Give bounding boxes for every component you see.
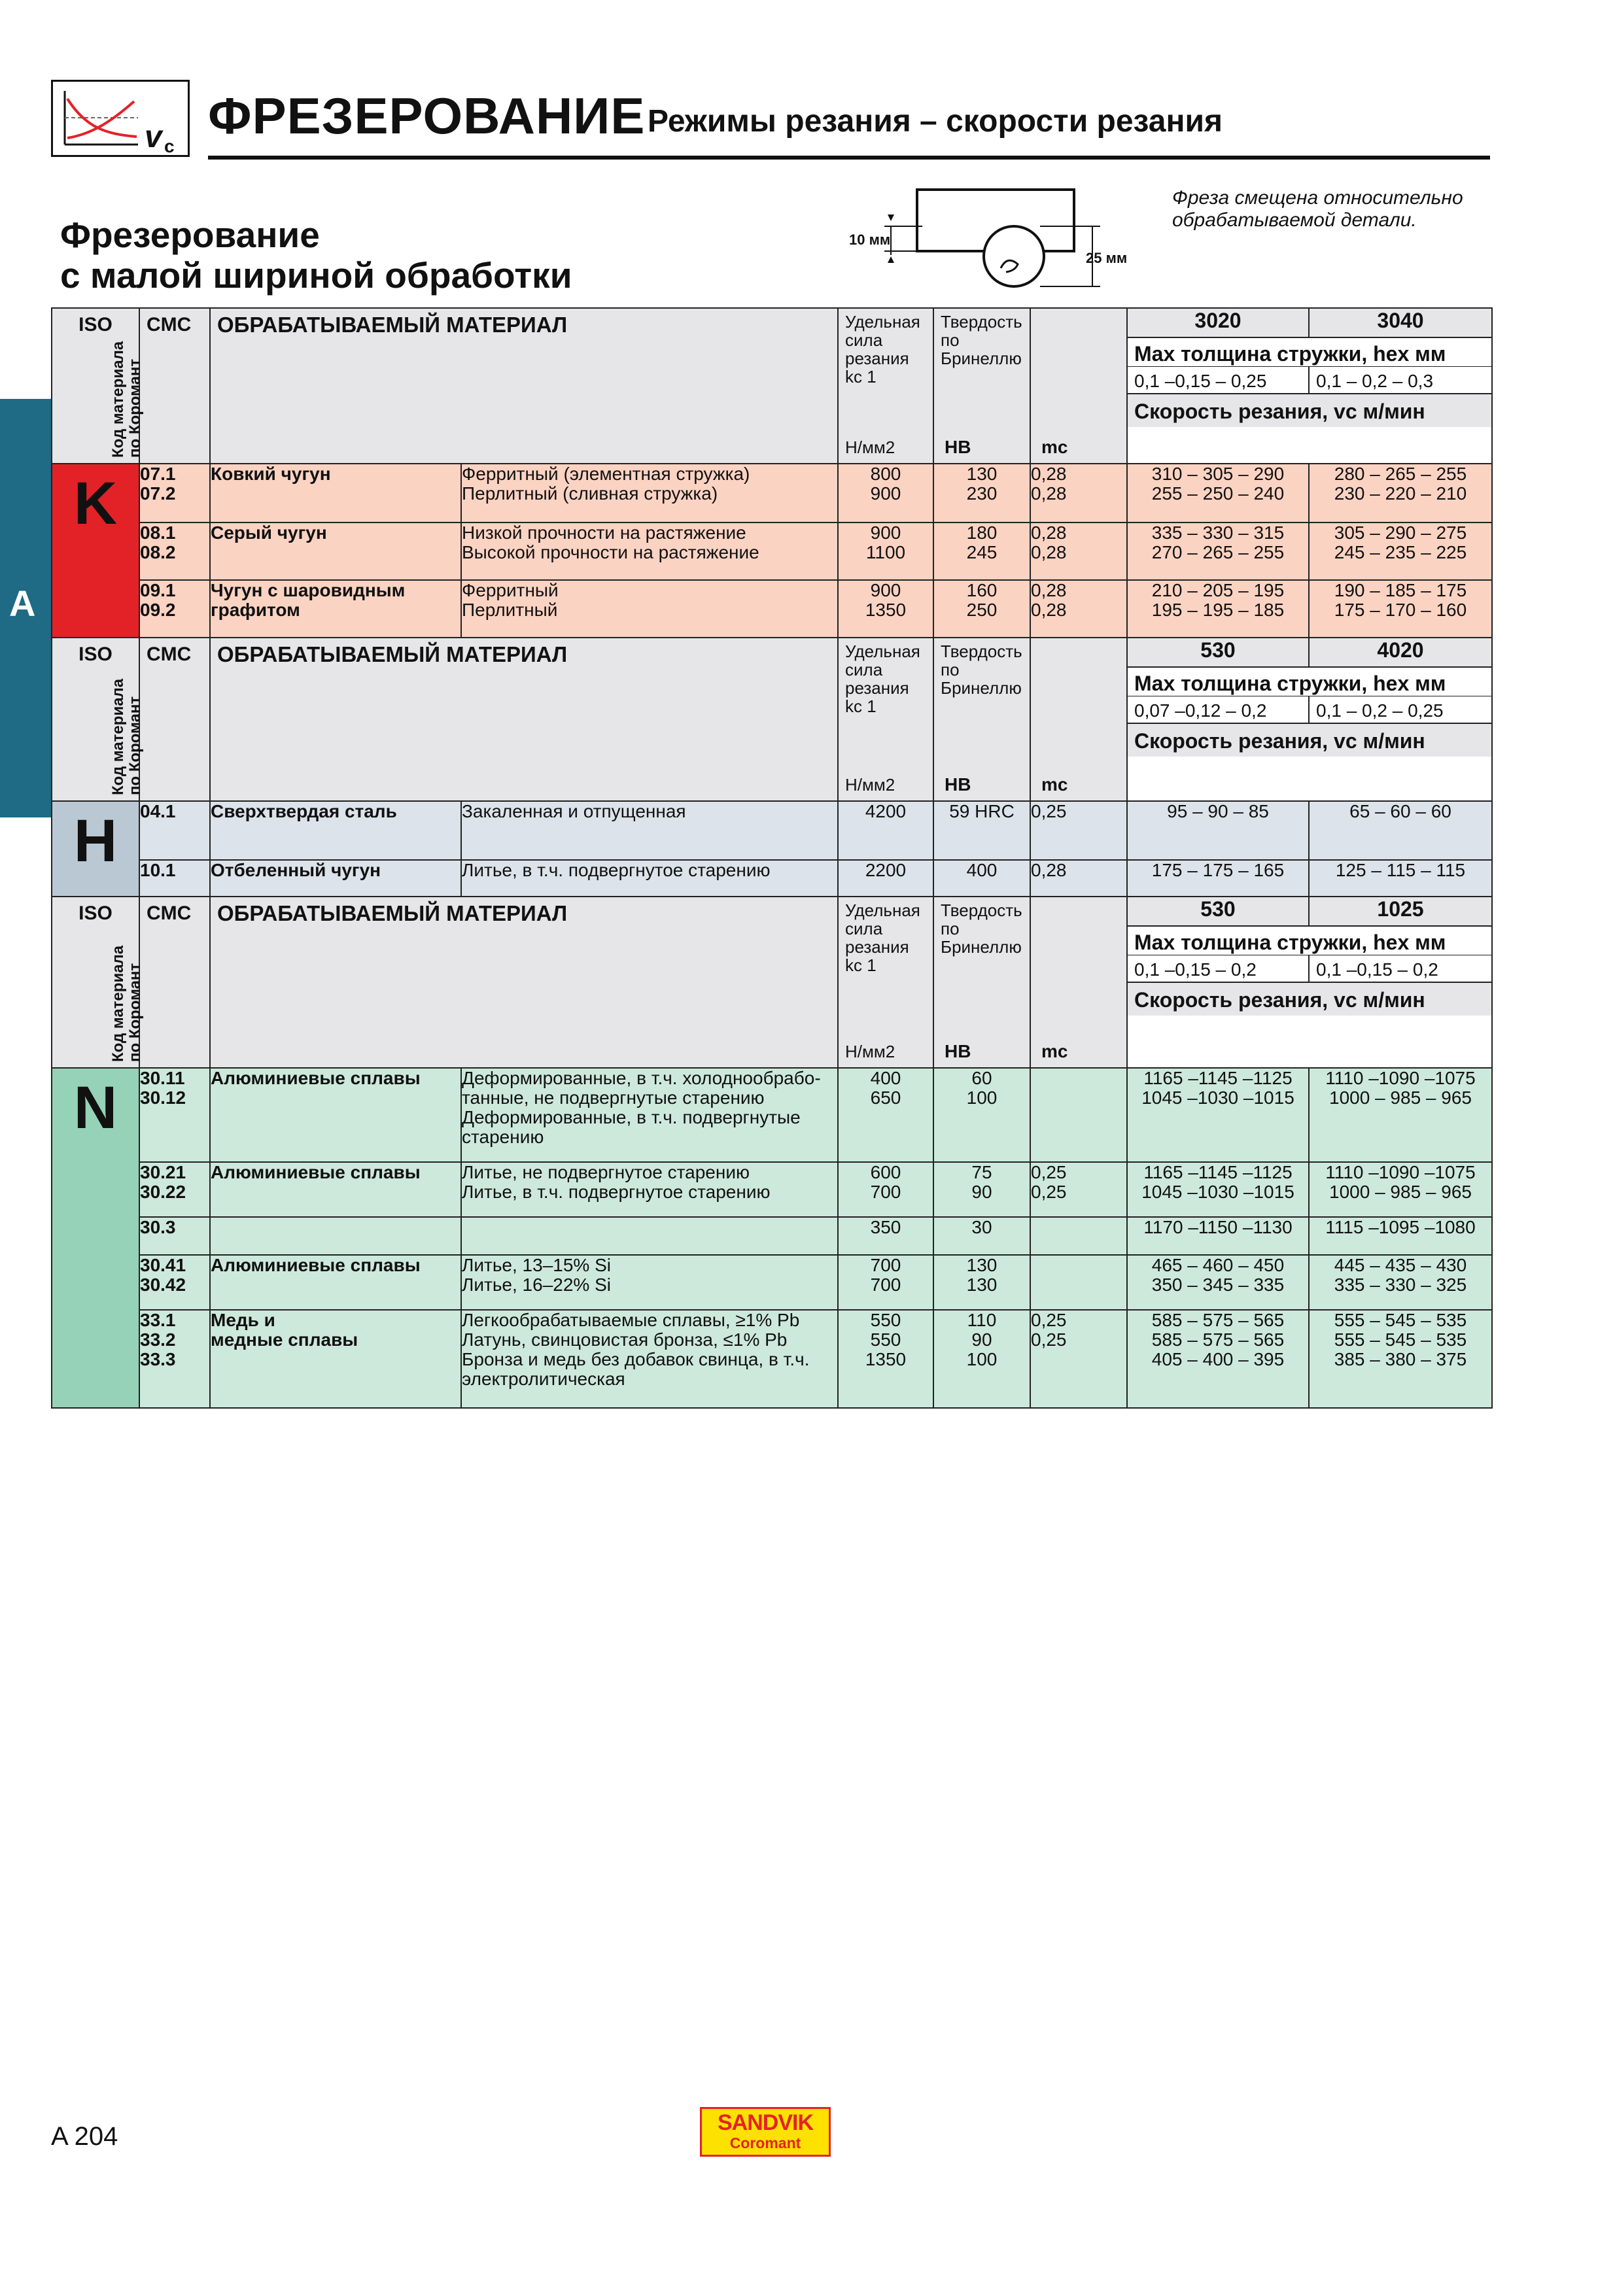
speed-cell: 95 – 90 – 85 bbox=[1127, 801, 1309, 860]
hb-unit: HB bbox=[945, 774, 971, 795]
cmc-code-cell: 33.1 33.2 33.3 bbox=[139, 1310, 210, 1408]
kc-header: Удельная сила резания kc 1 bbox=[845, 642, 920, 716]
speed-label: Скорость резания, vc м/мин bbox=[1128, 724, 1491, 757]
hb-cell: 130 230 bbox=[933, 464, 1030, 523]
speed-cell: 335 – 330 – 315 270 – 265 – 255 bbox=[1127, 523, 1309, 580]
material-desc-cell: Ферритный Перлитный bbox=[461, 580, 838, 638]
mc-cell bbox=[1030, 1255, 1127, 1310]
iso-group-letter: H bbox=[73, 808, 118, 874]
speed-cell: 445 – 435 – 430 335 – 330 – 325 bbox=[1309, 1255, 1492, 1310]
speed-cell: 465 – 460 – 450 350 – 345 – 335 bbox=[1127, 1255, 1309, 1310]
mc-cell bbox=[1030, 1068, 1127, 1162]
material-desc-cell: Деформированные, в т.ч. холоднообрабо- танные, не подвергнутые старению Деформированные, в т.ч. подвергнутые старению bbox=[461, 1068, 838, 1162]
material-desc-cell: Ферритный (элементная стружка) Перлитный (сливная стружка) bbox=[461, 464, 838, 523]
iso-group-letter: N bbox=[73, 1074, 118, 1141]
hb-cell: 30 bbox=[933, 1217, 1030, 1255]
mc-cell: 0,25 bbox=[1030, 801, 1127, 860]
table-row bbox=[52, 1162, 1492, 1217]
cmc-code-cell: 30.41 30.42 bbox=[139, 1255, 210, 1310]
grade-label: 530 bbox=[1128, 638, 1310, 666]
kc-cell: 400 650 bbox=[838, 1068, 933, 1162]
hb-cell: 110 90 100 bbox=[933, 1310, 1030, 1408]
kc-cell: 600 700 bbox=[838, 1162, 933, 1217]
speed-label: Скорость резания, vc м/мин bbox=[1128, 983, 1491, 1016]
speed-label: Скорость резания, vc м/мин bbox=[1128, 394, 1491, 427]
chip-thickness-label: Max толщина стружки, hex мм bbox=[1128, 927, 1491, 955]
cmc-header: CMC bbox=[147, 902, 192, 924]
speed-cell: 1165 –1145 –1125 1045 –1030 –1015 bbox=[1127, 1162, 1309, 1217]
cmc-code-cell: 08.1 08.2 bbox=[139, 523, 210, 580]
speed-cell: 175 – 175 – 165 bbox=[1127, 860, 1309, 897]
cmc-code-cell: 30.21 30.22 bbox=[139, 1162, 210, 1217]
table-row bbox=[52, 1068, 1492, 1162]
cutting-speed-table bbox=[51, 307, 1493, 1409]
kc-cell: 350 bbox=[838, 1217, 933, 1255]
cmc-header: CMC bbox=[147, 643, 192, 665]
material-name-cell: Алюминиевые сплавы bbox=[210, 1162, 461, 1217]
speed-cell: 190 – 185 – 175 175 – 170 – 160 bbox=[1309, 580, 1492, 638]
speed-cell: 310 – 305 – 290 255 – 250 – 240 bbox=[1127, 464, 1309, 523]
hb-cell: 130 130 bbox=[933, 1255, 1030, 1310]
table-row bbox=[52, 1217, 1492, 1255]
mc-cell: 0,25 0,25 bbox=[1030, 1162, 1127, 1217]
material-header: ОБРАБАТЫВАЕМЫЙ МАТЕРИАЛ bbox=[217, 313, 568, 337]
cmc-subheader: Код материала по Коромант bbox=[109, 678, 144, 795]
table-row bbox=[52, 801, 1492, 860]
speed-cell: 1170 –1150 –1130 bbox=[1127, 1217, 1309, 1255]
speed-cell: 65 – 60 – 60 bbox=[1309, 801, 1492, 860]
chip-range: 0,07 –0,12 – 0,2 bbox=[1128, 696, 1310, 723]
iso-group-letter: K bbox=[73, 470, 118, 537]
mc-header: mc bbox=[1041, 437, 1068, 457]
hb-cell: 75 90 bbox=[933, 1162, 1030, 1217]
hb-cell: 160 250 bbox=[933, 580, 1030, 638]
dim-10-label: 10 мм bbox=[849, 231, 891, 248]
header-row bbox=[52, 638, 1492, 801]
material-desc-cell bbox=[461, 1217, 838, 1255]
table-row bbox=[52, 580, 1492, 638]
mc-cell: 0,28 bbox=[1030, 860, 1127, 897]
material-name-cell: Медь и медные сплавы bbox=[210, 1310, 461, 1408]
material-name-cell: Алюминиевые сплавы bbox=[210, 1255, 461, 1310]
cmc-code-cell: 09.1 09.2 bbox=[139, 580, 210, 638]
vc-icon-letter: v bbox=[145, 120, 162, 154]
material-header: ОБРАБАТЫВАЕМЫЙ МАТЕРИАЛ bbox=[217, 901, 568, 925]
speed-cell: 1110 –1090 –1075 1000 – 985 – 965 bbox=[1309, 1068, 1492, 1162]
chip-range: 0,1 – 0,2 – 0,3 bbox=[1316, 371, 1434, 391]
cmc-code-cell: 10.1 bbox=[139, 860, 210, 897]
material-name-cell: Серый чугун bbox=[210, 523, 461, 580]
kc-cell: 4200 bbox=[838, 801, 933, 860]
kc-header: Удельная сила резания kc 1 bbox=[845, 312, 920, 386]
material-name-cell: Алюминиевые сплавы bbox=[210, 1068, 461, 1162]
grade-label: 3040 bbox=[1377, 309, 1424, 332]
hb-header: Твердость по Бринеллю bbox=[941, 312, 1022, 368]
grade-label: 530 bbox=[1128, 897, 1310, 925]
cmc-code-cell: 04.1 bbox=[139, 801, 210, 860]
material-desc-cell: Литье, не подвергнутое старению Литье, в т.ч. подвергнутое старению bbox=[461, 1162, 838, 1217]
svg-text:c: c bbox=[164, 136, 175, 156]
header-row bbox=[52, 897, 1492, 1068]
kc-cell: 550 550 1350 bbox=[838, 1310, 933, 1408]
table-row bbox=[52, 1255, 1492, 1310]
mc-cell: 0,25 0,25 bbox=[1030, 1310, 1127, 1408]
kc-cell: 2200 bbox=[838, 860, 933, 897]
chip-range: 0,1 –0,15 – 0,2 bbox=[1316, 959, 1438, 980]
chip-thickness-label: Max толщина стружки, hex мм bbox=[1128, 338, 1491, 367]
chart-logo-icon bbox=[51, 80, 190, 157]
material-desc-cell: Низкой прочности на растяжение Высокой прочности на растяжение bbox=[461, 523, 838, 580]
sandvik-logo: SANDVIK Coromant bbox=[700, 2107, 831, 2157]
mc-cell: 0,28 0,28 bbox=[1030, 464, 1127, 523]
kc-cell: 900 1350 bbox=[838, 580, 933, 638]
chip-range: 0,1 – 0,2 – 0,25 bbox=[1316, 700, 1444, 721]
hb-header: Твердость по Бринеллю bbox=[941, 900, 1022, 957]
chip-range: 0,1 –0,15 – 0,2 bbox=[1128, 955, 1310, 982]
mc-header: mc bbox=[1041, 1041, 1068, 1061]
material-name-cell: Чугун с шаровидным графитом bbox=[210, 580, 461, 638]
speed-cell: 585 – 575 – 565 585 – 575 – 565 405 – 400 – 395 bbox=[1127, 1310, 1309, 1408]
material-name-cell: Отбеленный чугун bbox=[210, 860, 461, 897]
header-rule bbox=[208, 156, 1490, 160]
page-subtitle: Режимы резания – скорости резания bbox=[648, 104, 1223, 139]
material-name-cell bbox=[210, 1217, 461, 1255]
speed-cell: 280 – 265 – 255 230 – 220 – 210 bbox=[1309, 464, 1492, 523]
dim-25-label: 25 мм bbox=[1086, 250, 1128, 266]
cmc-code-cell: 30.3 bbox=[139, 1217, 210, 1255]
kc-unit: Н/мм2 bbox=[845, 1042, 895, 1061]
table-row bbox=[52, 464, 1492, 523]
material-desc-cell: Закаленная и отпущенная bbox=[461, 801, 838, 860]
material-name-cell: Сверхтвердая сталь bbox=[210, 801, 461, 860]
hb-unit: HB bbox=[945, 437, 971, 457]
cutter-note: Фреза смещена относительно обрабатываемой детали. bbox=[1172, 187, 1463, 231]
material-desc-cell: Литье, в т.ч. подвергнутое старению bbox=[461, 860, 838, 897]
cmc-code-cell: 07.1 07.2 bbox=[139, 464, 210, 523]
kc-unit: Н/мм2 bbox=[845, 437, 895, 457]
page-title: ФРЕЗЕРОВАНИЕ bbox=[208, 87, 646, 145]
speed-cell: 555 – 545 – 535 555 – 545 – 535 385 – 380 – 375 bbox=[1309, 1310, 1492, 1408]
cmc-header: CMC bbox=[147, 314, 192, 335]
section-title: Фрезерование с малой шириной обработки bbox=[60, 214, 572, 296]
cmc-code-cell: 30.11 30.12 bbox=[139, 1068, 210, 1162]
header-row bbox=[52, 308, 1492, 464]
speed-cell: 125 – 115 – 115 bbox=[1309, 860, 1492, 897]
iso-header: ISO bbox=[78, 314, 113, 335]
chip-thickness-label: Max толщина стружки, hex мм bbox=[1128, 668, 1491, 696]
chip-range: 0,1 –0,15 – 0,25 bbox=[1128, 367, 1310, 393]
hb-unit: HB bbox=[945, 1041, 971, 1061]
iso-header: ISO bbox=[78, 902, 113, 924]
material-desc-cell: Литье, 13–15% Si Литье, 16–22% Si bbox=[461, 1255, 838, 1310]
cmc-subheader: Код материала по Коромант bbox=[109, 945, 144, 1062]
kc-unit: Н/мм2 bbox=[845, 775, 895, 795]
kc-cell: 900 1100 bbox=[838, 523, 933, 580]
speed-cell: 1110 –1090 –1075 1000 – 985 – 965 bbox=[1309, 1162, 1492, 1217]
kc-cell: 700 700 bbox=[838, 1255, 933, 1310]
table-row bbox=[52, 860, 1492, 897]
material-header: ОБРАБАТЫВАЕМЫЙ МАТЕРИАЛ bbox=[217, 642, 568, 666]
hb-cell: 60 100 bbox=[933, 1068, 1030, 1162]
speed-cell: 210 – 205 – 195 195 – 195 – 185 bbox=[1127, 580, 1309, 638]
grade-label: 3020 bbox=[1128, 309, 1310, 337]
mc-cell: 0,28 0,28 bbox=[1030, 523, 1127, 580]
page-number: A 204 bbox=[51, 2122, 118, 2151]
table-row bbox=[52, 1310, 1492, 1408]
kc-header: Удельная сила резания kc 1 bbox=[845, 900, 920, 975]
hb-cell: 59 HRC bbox=[933, 801, 1030, 860]
hb-header: Твердость по Бринеллю bbox=[941, 642, 1022, 698]
material-desc-cell: Легкообрабатываемые сплавы, ≥1% Pb Латунь, свинцовистая бронза, ≤1% Pb Бронза и медь без добавок свинца, в т.ч. электролитическая bbox=[461, 1310, 838, 1408]
mc-cell: 0,28 0,28 bbox=[1030, 580, 1127, 638]
kc-cell: 800 900 bbox=[838, 464, 933, 523]
hb-cell: 180 245 bbox=[933, 523, 1030, 580]
hb-cell: 400 bbox=[933, 860, 1030, 897]
cmc-subheader: Код материала по Коромант bbox=[109, 341, 144, 458]
mc-cell bbox=[1030, 1217, 1127, 1255]
table-row bbox=[52, 523, 1492, 580]
grade-label: 1025 bbox=[1377, 897, 1424, 921]
side-tab-letter: A bbox=[9, 583, 36, 624]
speed-cell: 1165 –1145 –1125 1045 –1030 –1015 bbox=[1127, 1068, 1309, 1162]
material-name-cell: Ковкий чугун bbox=[210, 464, 461, 523]
speed-cell: 1115 –1095 –1080 bbox=[1309, 1217, 1492, 1255]
speed-cell: 305 – 290 – 275 245 – 235 – 225 bbox=[1309, 523, 1492, 580]
grade-label: 4020 bbox=[1377, 638, 1424, 662]
mc-header: mc bbox=[1041, 774, 1068, 795]
cutter-offset-diagram bbox=[844, 183, 1151, 294]
iso-header: ISO bbox=[78, 643, 113, 665]
